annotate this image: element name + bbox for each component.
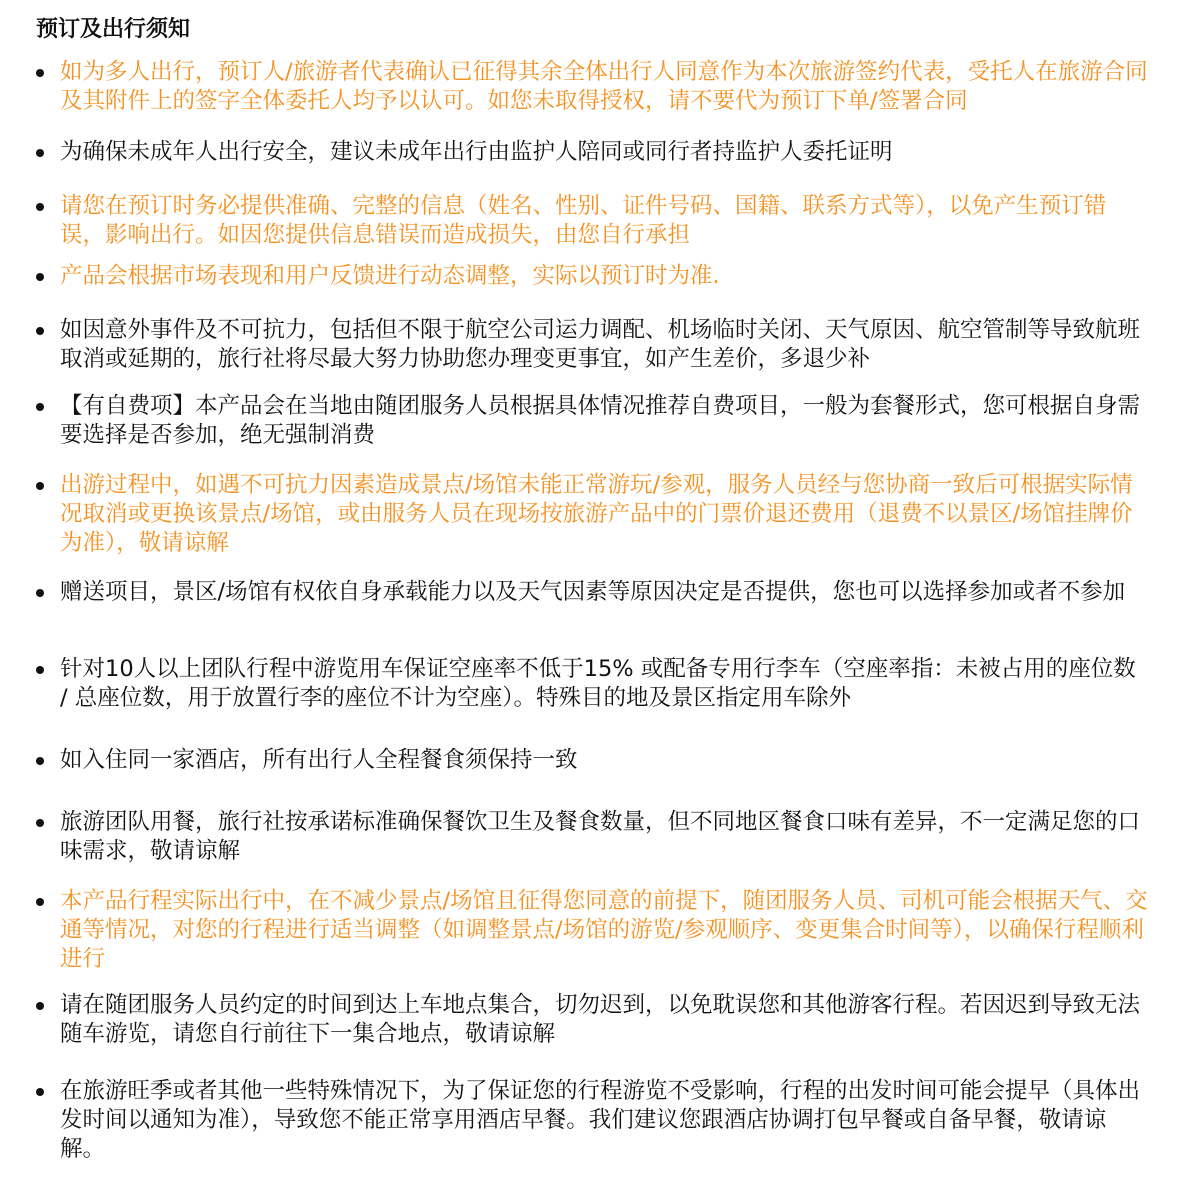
bullet-dot-icon [36,898,44,906]
notice-item [36,991,1150,1049]
notice-item [36,746,1150,775]
notice-item-text: 在旅游旺季或者其他一些特殊情况下，为了保证您的行程游览不受影响，行程的出发时间可能会提早（具体出发时间以通知为准），导致您不能正常享用酒店早餐。我们建议您跟酒店协调打包早餐或自备早餐，敬请谅解。 [60,1078,1141,1162]
notice-item-text: 【有自费项】本产品会在当地由随团服务人员根据具体情况推荐自费项目，一般为套餐形式，您可根据自身需要选择是否参加，绝无强制消费 [60,393,1141,448]
notice-item [36,392,1150,450]
notice-item [36,1077,1150,1164]
notice-item-text: 产品会根据市场表现和用户反馈进行动态调整，实际以预订时为准. [60,263,720,289]
notice-item-text: 如为多人出行，预订人/旅游者代表确认已征得其余全体出行人同意作为本次旅游签约代表，受托人在旅游合同及其附件上的签字全体委托人均予以认可。如您未取得授权，请不要代为预订下单/签署合同 [60,59,1148,114]
notice-item [36,808,1150,866]
notice-item-text: 赠送项目，景区/场馆有权依自身承载能力以及天气因素等原因决定是否提供，您也可以选择参加或者不参加 [60,579,1126,605]
bullet-dot-icon [36,327,44,335]
bullet-dot-icon [36,819,44,827]
bullet-dot-icon [36,589,44,597]
notice-item [36,192,1150,250]
notice-item [36,316,1150,374]
notice-item-text: 请在随团服务人员约定的时间到达上车地点集合，切勿迟到，以免耽误您和其他游客行程。若因迟到导致无法随车游览，请您自行前往下一集合地点，敬请谅解 [60,992,1141,1047]
notice-item-text: 如入住同一家酒店，所有出行人全程餐食须保持一致 [60,747,578,773]
notice-item [36,471,1150,558]
notice-item-text: 请您在预订时务必提供准确、完整的信息（姓名、性别、证件号码、国籍、联系方式等），以免产生预订错误，影响出行。如因您提供信息错误而造成损失，由您自行承担 [60,193,1107,248]
bullet-dot-icon [36,666,44,674]
bullet-dot-icon [36,69,44,77]
bullet-dot-icon [36,149,44,157]
notice-item-text: 本产品行程实际出行中，在不减少景点/场馆且征得您同意的前提下，随团服务人员、司机可能会根据天气、交通等情况，对您的行程进行适当调整（如调整景点/场馆的游览/参观顺序、变更集合时间等），以确保行程顺利进行 [60,888,1148,972]
bullet-dot-icon [36,403,44,411]
notice-item [36,138,1150,167]
notice-item-text: 出游过程中，如遇不可抗力因素造成景点/场馆未能正常游玩/参观，服务人员经与您协商一致后可根据实际情况取消或更换该景点/场馆，或由服务人员在现场按旅游产品中的门票价退还费用（退费不以景区/场馆挂牌价为准），敬请谅解 [60,472,1133,556]
notice-item [36,655,1150,713]
notice-item [36,887,1150,974]
bullet-dot-icon [36,1002,44,1010]
notice-item-text: 旅游团队用餐，旅行社按承诺标准确保餐饮卫生及餐食数量，但不同地区餐食口味有差异，不一定满足您的口味需求，敬请谅解 [60,809,1141,864]
bullet-dot-icon [36,273,44,281]
page-title: 预订及出行须知 [36,17,191,42]
bullet-dot-icon [36,482,44,490]
notice-item [36,262,1150,291]
bullet-dot-icon [36,203,44,211]
notice-item-text: 针对10人以上团队行程中游览用车保证空座率不低于15% 或配备专用行李车（空座率指：未被占用的座位数 / 总座位数，用于放置行李的座位不计为空座）。特殊目的地及景区指定用车除外 [60,656,1136,711]
notice-item [36,58,1150,116]
bullet-dot-icon [36,1088,44,1096]
notice-item-text: 如因意外事件及不可抗力，包括但不限于航空公司运力调配、机场临时关闭、天气原因、航空管制等导致航班取消或延期的，旅行社将尽最大努力协助您办理变更事宜，如产生差价，多退少补 [60,317,1141,372]
notice-item-text: 为确保未成年人出行安全，建议未成年出行由监护人陪同或同行者持监护人委托证明 [60,139,893,165]
bullet-dot-icon [36,757,44,765]
notice-item [36,578,1150,636]
